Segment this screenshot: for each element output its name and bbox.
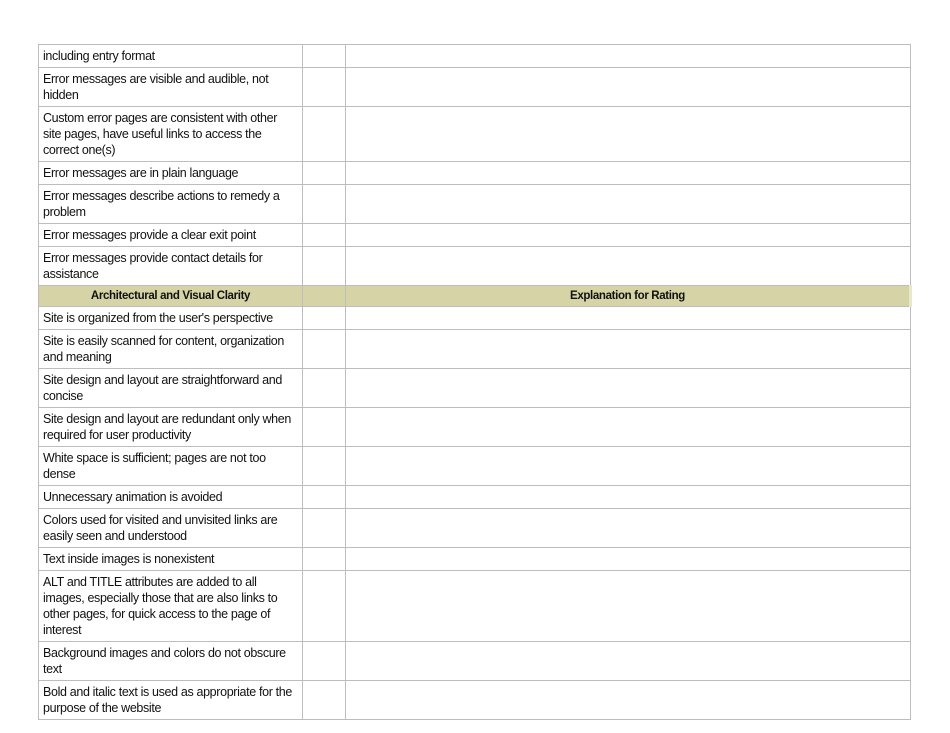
rating-cell[interactable] — [303, 571, 346, 642]
table-row — [39, 447, 911, 486]
criterion-cell: Site is easily scanned for content, organization and meaning — [39, 330, 303, 369]
table-row — [39, 408, 911, 447]
rating-cell[interactable] — [303, 162, 346, 185]
explanation-cell[interactable] — [346, 107, 911, 162]
section-title: Architectural and Visual Clarity — [39, 286, 303, 307]
rating-cell[interactable] — [303, 486, 346, 509]
criterion-cell: Error messages are visible and audible, not hidden — [39, 68, 303, 107]
rating-cell[interactable] — [303, 107, 346, 162]
rating-cell[interactable] — [303, 447, 346, 486]
checklist-body — [39, 45, 911, 720]
checklist-table — [38, 44, 912, 720]
table-row — [39, 642, 911, 681]
criterion-cell: ALT and TITLE attributes are added to all images, especially those that are also links to other pages, for quick access to the page of interest — [39, 571, 303, 642]
explanation-cell[interactable] — [346, 486, 911, 509]
explanation-cell[interactable] — [346, 548, 911, 571]
explanation-cell[interactable] — [346, 307, 911, 330]
table-row — [39, 571, 911, 642]
rating-cell[interactable] — [303, 681, 346, 720]
criterion-cell: Site design and layout are straightforward and concise — [39, 369, 303, 408]
criterion-cell: Background images and colors do not obscure text — [39, 642, 303, 681]
rating-cell[interactable] — [303, 642, 346, 681]
table-row — [39, 68, 911, 107]
criterion-cell: Site is organized from the user's perspective — [39, 307, 303, 330]
table-row — [39, 107, 911, 162]
section-rating-header — [303, 286, 346, 307]
rating-cell[interactable] — [303, 68, 346, 107]
rating-cell[interactable] — [303, 330, 346, 369]
explanation-header: Explanation for Rating — [346, 286, 911, 307]
criterion-cell: Colors used for visited and unvisited links are easily seen and understood — [39, 509, 303, 548]
explanation-cell[interactable] — [346, 408, 911, 447]
rating-cell[interactable] — [303, 247, 346, 286]
section-header-row — [39, 286, 911, 307]
criterion-cell: Bold and italic text is used as appropriate for the purpose of the website — [39, 681, 303, 720]
rating-cell[interactable] — [303, 185, 346, 224]
criterion-cell: White space is sufficient; pages are not too dense — [39, 447, 303, 486]
rating-cell[interactable] — [303, 369, 346, 408]
table-row — [39, 247, 911, 286]
explanation-cell[interactable] — [346, 224, 911, 247]
rating-cell[interactable] — [303, 224, 346, 247]
table-row — [39, 486, 911, 509]
rating-cell[interactable] — [303, 307, 346, 330]
criterion-cell: Error messages provide contact details for assistance — [39, 247, 303, 286]
explanation-cell[interactable] — [346, 571, 911, 642]
criterion-cell: Text inside images is nonexistent — [39, 548, 303, 571]
table-row — [39, 307, 911, 330]
table-row — [39, 162, 911, 185]
rating-cell[interactable] — [303, 45, 346, 68]
table-row — [39, 224, 911, 247]
explanation-cell[interactable] — [346, 330, 911, 369]
explanation-cell[interactable] — [346, 447, 911, 486]
explanation-cell[interactable] — [346, 681, 911, 720]
criterion-cell: Error messages describe actions to remedy a problem — [39, 185, 303, 224]
criterion-cell: Error messages are in plain language — [39, 162, 303, 185]
rating-cell[interactable] — [303, 548, 346, 571]
table-row — [39, 548, 911, 571]
table-row — [39, 45, 911, 68]
table-row — [39, 509, 911, 548]
explanation-cell[interactable] — [346, 642, 911, 681]
criterion-cell: Unnecessary animation is avoided — [39, 486, 303, 509]
criterion-cell: Custom error pages are consistent with other site pages, have useful links to access the correct one(s) — [39, 107, 303, 162]
explanation-cell[interactable] — [346, 369, 911, 408]
explanation-cell[interactable] — [346, 509, 911, 548]
rating-cell[interactable] — [303, 509, 346, 548]
table-row — [39, 681, 911, 720]
criterion-cell: Site design and layout are redundant only when required for user productivity — [39, 408, 303, 447]
table-row — [39, 330, 911, 369]
explanation-cell[interactable] — [346, 162, 911, 185]
rating-cell[interactable] — [303, 408, 346, 447]
explanation-cell[interactable] — [346, 185, 911, 224]
table-row — [39, 185, 911, 224]
explanation-cell[interactable] — [346, 45, 911, 68]
table-row — [39, 369, 911, 408]
criterion-cell: including entry format — [39, 45, 303, 68]
criterion-cell: Error messages provide a clear exit point — [39, 224, 303, 247]
explanation-cell[interactable] — [346, 68, 911, 107]
explanation-cell[interactable] — [346, 247, 911, 286]
